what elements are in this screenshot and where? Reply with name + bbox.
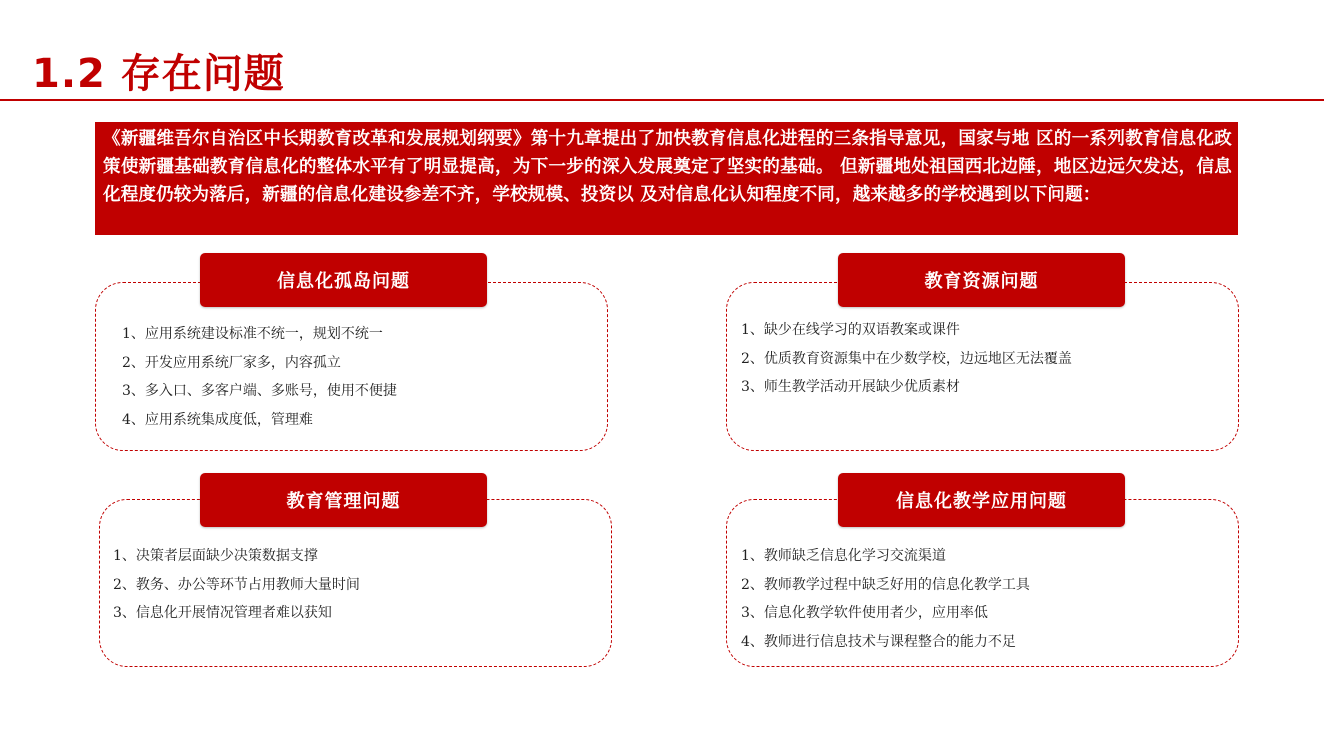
list-item: 2、教务、办公等环节占用教师大量时间	[113, 576, 360, 593]
panel-edu-resources-header: 教育资源问题	[838, 253, 1125, 307]
panel-edu-resources-list	[741, 316, 1072, 402]
page-title: 1.2 存在问题	[32, 51, 285, 97]
list-item: 1、应用系统建设标准不统一，规划不统一	[122, 326, 383, 342]
panel-info-island-header: 信息化孤岛问题	[200, 253, 487, 307]
title-divider	[0, 99, 1324, 101]
panel-teaching-application-list	[741, 542, 1030, 656]
panel-edu-management-list	[113, 542, 360, 628]
list-item: 3、师生教学活动开展缺少优质素材	[741, 379, 960, 395]
intro-text: 《新疆维吾尔自治区中长期教育改革和发展规划纲要》第十九章提出了加快教育信息化进程的三条指导意见，国家与地 区的一系列教育信息化政策使新疆基础教育信息化的整体水平有了明显提高，为下一步的深入发展奠定了坚实的基础。 但新疆地处祖国西北边陲，地区边远欠发达，信息化程度仍较为落后，新疆的信息化建设参差不齐，学校规模、投资以 及对信息化认知程度不同，越来越多的学校遇到以下问题：	[103, 129, 1232, 205]
list-item: 4、应用系统集成度低，管理难	[122, 411, 313, 428]
panel-edu-management-header: 教育管理问题	[200, 473, 487, 527]
panel-info-island-list	[122, 320, 397, 434]
list-item: 2、开发应用系统厂家多，内容孤立	[122, 354, 341, 371]
intro-banner	[95, 122, 1238, 235]
list-item: 3、多入口、多客户端、多账号，使用不便捷	[122, 383, 397, 399]
list-item: 1、决策者层面缺少决策数据支撑	[113, 548, 318, 564]
list-item: 3、信息化教学软件使用者少，应用率低	[741, 605, 988, 621]
list-item: 3、信息化开展情况管理者难以获知	[113, 605, 332, 621]
list-item: 1、教师缺乏信息化学习交流渠道	[741, 548, 946, 564]
list-item: 2、优质教育资源集中在少数学校，边远地区无法覆盖	[741, 350, 1072, 367]
list-item: 1、缺少在线学习的双语教案或课件	[741, 322, 960, 338]
panel-teaching-application-header: 信息化教学应用问题	[838, 473, 1125, 527]
list-item: 4、教师进行信息技术与课程整合的能力不足	[741, 633, 1016, 650]
list-item: 2、教师教学过程中缺乏好用的信息化教学工具	[741, 576, 1030, 593]
